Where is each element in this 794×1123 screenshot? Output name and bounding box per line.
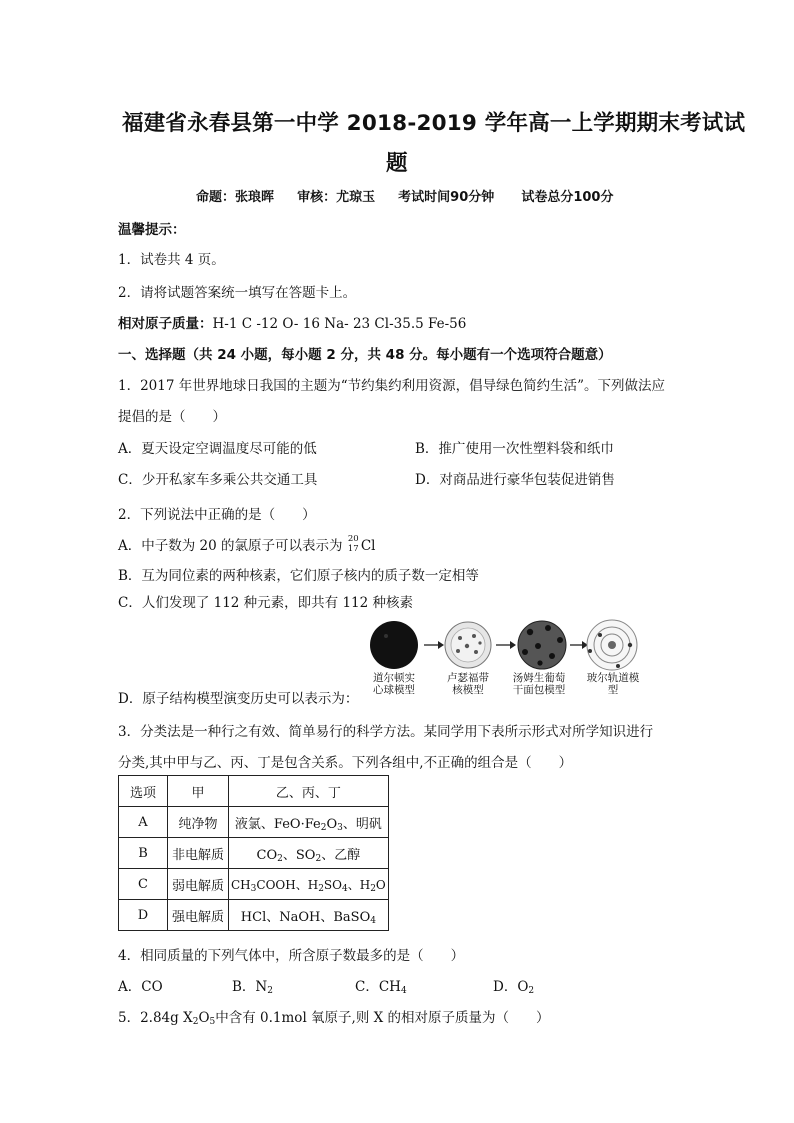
text-part: O — [198, 1010, 210, 1026]
header-jia: 甲 — [168, 776, 229, 807]
cell-jia: 非电解质 — [168, 838, 229, 869]
q5-stem — [118, 1006, 550, 1026]
caption-line: 心球模型 — [373, 684, 415, 696]
subscript: 2 — [277, 853, 283, 864]
cell-option: A — [119, 807, 168, 838]
text-part: O — [375, 877, 386, 892]
text-part: SO — [323, 877, 342, 892]
q3-stem-line2: 分类,其中甲与乙、丙、丁是包含关系。下列各组中,不正确的组合是（ ） — [118, 755, 573, 771]
table-row — [119, 869, 389, 900]
q2-option-b: B．互为同位素的两种核素，它们原子核内的质子数一定相等 — [118, 568, 479, 584]
subscript: 4 — [341, 883, 348, 894]
text-part: CO — [256, 847, 278, 863]
isotope-atomic-number: 17 — [347, 544, 359, 554]
text-part: 中含有 0.1mol 氧原子,则 X 的相对原子质量为（ ） — [215, 1010, 550, 1026]
bohr-model-icon — [587, 620, 637, 670]
table-row — [119, 807, 389, 838]
cell-jia: 强电解质 — [168, 900, 229, 931]
isotope-symbol: Cl — [360, 538, 376, 554]
cell-option: C — [119, 869, 168, 900]
q3-stem-line1: 3．分类法是一种行之有效、简单易行的科学方法。某同学用下表所示形式对所学知识进行 — [118, 724, 654, 740]
caption-bohr — [578, 672, 648, 696]
q2-stem: 2．下列说法中正确的是（ ） — [118, 507, 316, 523]
cell-jia: 弱电解质 — [168, 869, 229, 900]
isotope-notation — [347, 534, 361, 554]
text-part: 、乙醇 — [321, 847, 361, 863]
thomson-model-icon — [518, 621, 566, 669]
isotope-mass-number: 20 — [347, 534, 359, 544]
cell-members — [229, 869, 389, 900]
caption-thomson — [504, 672, 574, 696]
tip-item-2: 2．请将试题答案统一填写在答题卡上。 — [118, 285, 357, 301]
q2-option-c: C．人们发现了 112 种元素，即共有 112 种核素 — [118, 595, 414, 611]
q1-stem-line1: 1．2017 年世界地球日我国的主题为“节约集约利用资源，倡导绿色简约生活”。下列做法应 — [118, 378, 666, 394]
caption-rutherford — [433, 672, 503, 696]
subscript: 2 — [267, 986, 273, 996]
text-part: 5．2.84g X — [118, 1010, 193, 1026]
text-part: C．CH — [355, 979, 401, 995]
subscript: 2 — [370, 883, 376, 894]
caption-dalton — [359, 672, 429, 696]
text-part: HCl、NaOH、BaSO — [240, 909, 371, 925]
q1-option-c: C．少开私家车多乘公共交通工具 — [118, 472, 318, 488]
text-part: 、H — [347, 877, 371, 892]
atomic-mass-line — [118, 312, 466, 332]
text-part: B．N — [232, 979, 268, 995]
q4-stem: 4．相同质量的下列气体中，所含原子数最多的是（ ） — [118, 948, 465, 964]
tip-item-1: 1．试卷共 4 页。 — [118, 252, 225, 268]
arrow-icon — [496, 641, 516, 649]
q4-option-b — [232, 975, 273, 995]
cell-option: B — [119, 838, 168, 869]
caption-line: 核模型 — [452, 684, 484, 696]
subscript: 2 — [320, 822, 327, 833]
subscript: 2 — [192, 1017, 199, 1027]
caption-line: 道尔顿实 — [373, 672, 415, 684]
q1-option-a: A．夏天设定空调温度尽可能的低 — [118, 441, 317, 457]
text-part: D．O — [493, 979, 529, 995]
atomic-mass-values: H-1 C -12 O- 16 Na- 23 Cl-35.5 Fe-56 — [212, 316, 467, 332]
q2-option-a — [118, 534, 375, 554]
table-row — [119, 838, 389, 869]
cell-option: D — [119, 900, 168, 931]
cell-members — [229, 900, 389, 931]
reviewer-label: 审核：尤琼玉 — [297, 190, 376, 205]
q4-option-c — [355, 975, 407, 995]
score-label: 试卷总分100分 — [521, 190, 614, 205]
caption-line: 汤姆生葡萄 — [512, 672, 566, 684]
exam-title-line2: 题 — [386, 151, 408, 176]
cell-jia: 纯净物 — [168, 807, 229, 838]
subscript: 2 — [315, 853, 322, 864]
q2-option-d: D．原子结构模型演变历史可以表示为： — [118, 691, 359, 707]
atomic-mass-label: 相对原子质量： — [118, 316, 213, 332]
q4-option-d — [493, 975, 534, 995]
subscript: 2 — [528, 986, 535, 996]
text-part: 、明矾 — [342, 816, 382, 832]
subscript: 2 — [318, 883, 324, 894]
q1-option-b: B．推广使用一次性塑料袋和纸巾 — [415, 441, 614, 457]
q1-stem-line2: 提倡的是（ ） — [118, 409, 226, 425]
subscript: 3 — [250, 883, 257, 894]
text-part: 、SO — [282, 847, 316, 863]
cell-members — [229, 838, 389, 869]
subscript: 5 — [209, 1017, 216, 1027]
header-option: 选项 — [119, 776, 168, 807]
table-header-row — [119, 776, 389, 807]
text-part: 液氯、FeO·Fe — [234, 816, 321, 832]
header-yi-bing-ding: 乙、丙、丁 — [229, 776, 389, 807]
atomic-model-figure — [368, 618, 648, 674]
subscript: 4 — [400, 986, 407, 996]
tips-heading: 温馨提示： — [118, 222, 186, 238]
caption-line: 玻尔轨道模 — [586, 672, 640, 684]
caption-line: 干面包模型 — [512, 684, 566, 696]
q2-option-a-text: A．中子数为 20 的氯原子可以表示为 — [118, 538, 347, 554]
arrow-icon — [570, 641, 588, 649]
author-label: 命题：张琅晖 — [196, 190, 275, 205]
exam-meta — [196, 186, 613, 205]
exam-title-line1: 福建省永春县第一中学 2018-2019 学年高一上学期期末考试试 — [122, 111, 746, 136]
text-part: CH — [231, 877, 251, 892]
caption-line: 卢瑟福带 — [447, 672, 489, 684]
caption-line: 型 — [607, 684, 619, 696]
subscript: 4 — [370, 915, 376, 926]
rutherford-model-icon — [445, 622, 491, 668]
duration-label: 考试时间90分钟 — [398, 190, 495, 205]
text-part: O — [326, 816, 338, 832]
classification-table — [118, 775, 389, 931]
arrow-icon — [424, 641, 444, 649]
text-part: COOH、H — [256, 877, 319, 892]
q4-option-a: A．CO — [118, 979, 163, 995]
q1-option-d: D．对商品进行豪华包装促进销售 — [415, 472, 615, 488]
section-heading: 一、选择题（共 24 小题，每小题 2 分，共 48 分。每小题有一个选项符合题意） — [118, 347, 612, 363]
table-row — [119, 900, 389, 931]
cell-members — [229, 807, 389, 838]
subscript: 3 — [337, 822, 343, 833]
dalton-model-icon — [370, 621, 418, 669]
